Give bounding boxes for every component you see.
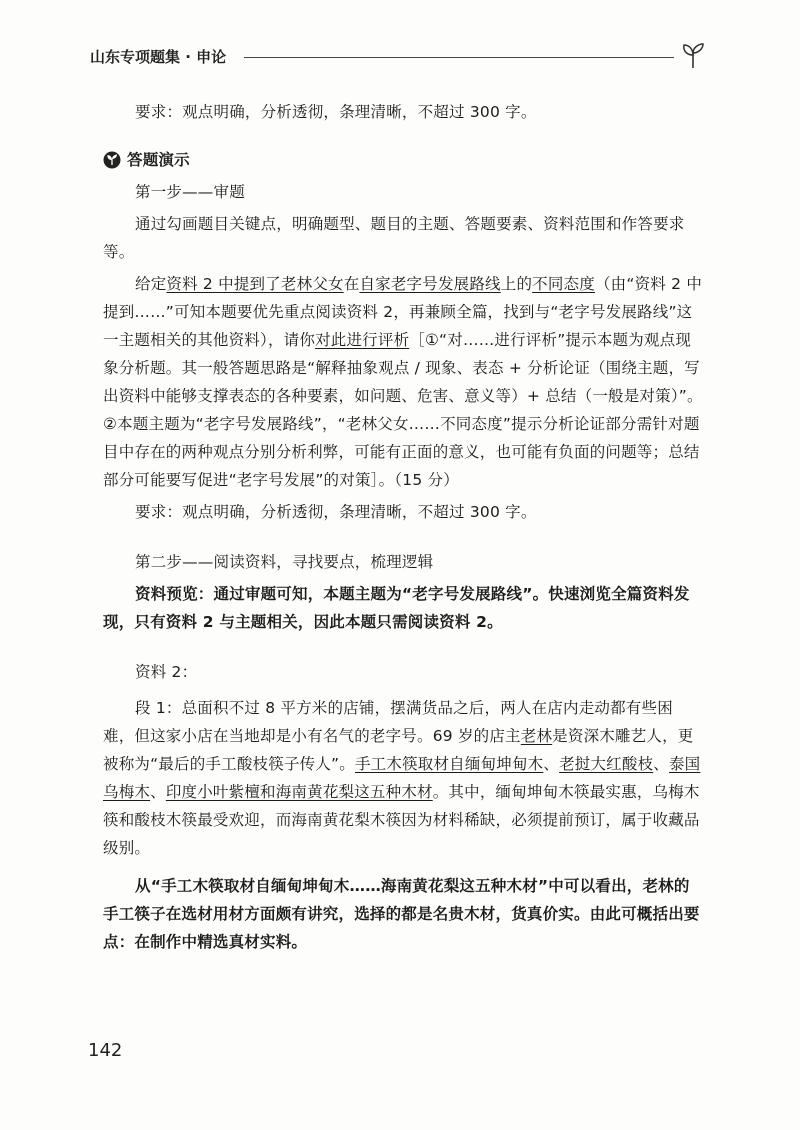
material-underline: 手工木筷取材自缅甸坤甸木: [354, 755, 544, 773]
question-text: 给定: [135, 275, 167, 293]
material-text: 、: [653, 755, 669, 773]
material-underline: 泰国乌梅木: [103, 755, 701, 801]
question-underline: 不同态度: [532, 275, 595, 293]
material-underline: 印度小叶紫檀和海南黄花梨这五种木材: [165, 783, 433, 801]
requirement-top: 要求：观点明确，分析透彻，条理清晰，不超过 300 字。: [135, 103, 537, 121]
material-text: 、: [150, 783, 166, 801]
question-text: （由“资料 2 中提到……”可知本题要优先重点阅读资料 2，再兼顾全篇，找到与“老字号发展路线”这一主题相关的其他资料），请你: [103, 275, 703, 349]
sprout-icon: [678, 40, 708, 70]
question-underline: 资料 2 中提到了老林父女: [166, 275, 344, 293]
leaf-icon: [103, 151, 121, 169]
question-underline: 对此进行评析: [315, 331, 410, 349]
material-label: 资料 2：: [135, 663, 198, 681]
header-rule: [244, 57, 674, 58]
material-underline: 老林: [520, 727, 553, 745]
material-paragraph: [103, 694, 703, 862]
step1-intro: 通过勾画题目关键点，明确题型、题目的主题、答题要素、资料范围和作答要求等。: [103, 215, 685, 261]
material-text: 是资深木雕艺人，更被称为“最后的手工酸枝筷子传人”。: [103, 727, 694, 773]
page-header: [78, 40, 724, 70]
demo-title: 答题演示: [127, 151, 190, 169]
step2-preview: 资料预览：通过审题可知，本题主题为“老字号发展路线”。快速浏览全篇资料发现，只有资料 2 与主题相关，因此本题只需阅读资料 2。: [103, 585, 690, 631]
step1-question-paragraph: [103, 270, 703, 494]
question-text: ［①“对……进行评析”提示本题为观点现象分析题。其一般答题思路是“解释抽象观点 / 现象、表态 + 分析论证（围绕主题，写出资料中能够支撑表态的各种要素，如问题、危害、意义等）+ 总结（一般是对策）”。②本题主题为“老字号发展路线”，“老林父女……不同态度”提示分析论证部分需针对题目中存在的两种观点分别分析利弊，可能有正面的意义，也可能有负面的问题等；总结部分可能要写促进“老字号发展”的对策］。（15 分）: [103, 331, 703, 489]
question-text: 在: [343, 275, 360, 293]
page-content: [103, 98, 703, 956]
question-underline: 自家老字号发展路线: [359, 275, 501, 293]
question-text: 上的: [500, 275, 533, 293]
step2-title: 第二步——阅读资料，寻找要点，梳理逻辑: [135, 553, 434, 571]
analysis-paragraph: 从“手工木筷取材自缅甸坤甸木……海南黄花梨这五种木材”中可以看出，老林的手工筷子在选材用材方面颇有讲究，选择的都是名贵木材，货真价实。由此可概括出要点：在制作中精选真材实料。: [103, 877, 700, 951]
material-underline: 老挝大红酸枝: [559, 755, 654, 773]
step1-title: 第一步——审题: [135, 183, 245, 201]
material-text: 、: [543, 755, 560, 773]
page-number: 142: [88, 1040, 123, 1061]
step1-requirement: 要求：观点明确，分析透彻，条理清晰，不超过 300 字。: [135, 503, 537, 521]
demo-heading: [103, 146, 703, 174]
header-title: 山东专项题集 · 申论: [90, 48, 227, 66]
material-text: 。其中，缅甸坤甸木筷最实惠，乌梅木筷和酸枝木筷最受欢迎，而海南黄花梨木筷因为材料稀缺，必须提前预订，属于收藏品级别。: [103, 783, 700, 857]
material-text: 段 1：总面积不过 8 平方米的店铺，摆满货品之后，两人在店内走动都有些困难，但这家小店在当地却是小有名气的老字号。69 岁的店主: [103, 699, 673, 745]
